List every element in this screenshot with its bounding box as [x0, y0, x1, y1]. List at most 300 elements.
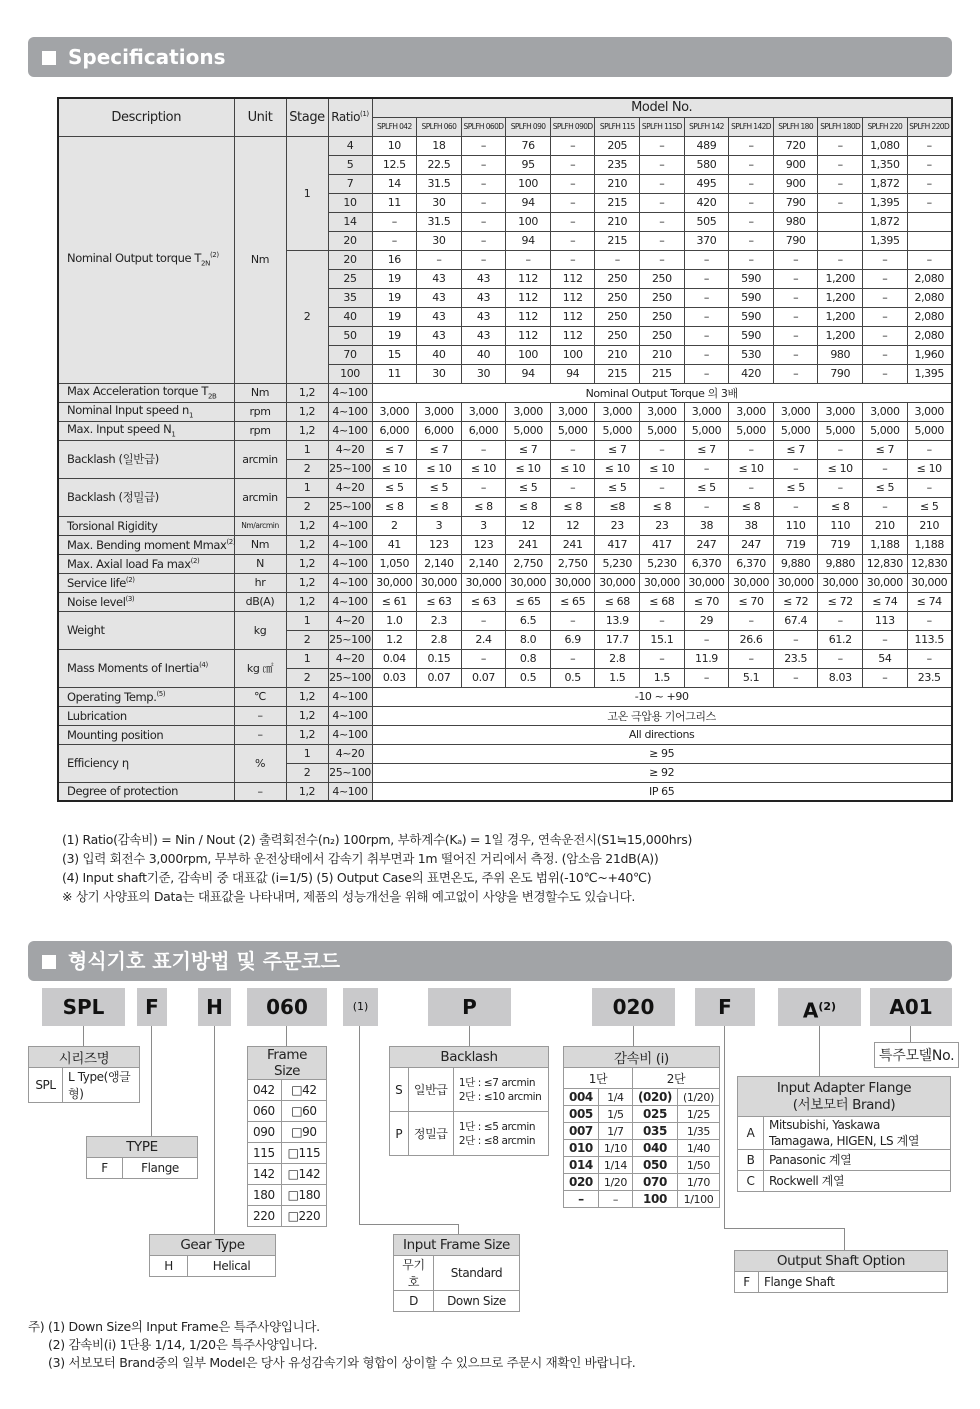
value-cell: 5,230: [640, 554, 685, 573]
table-row: [58, 649, 952, 668]
value-cell: 100: [506, 345, 551, 364]
value-cell: 0.03: [372, 668, 417, 687]
value-cell: –: [729, 193, 774, 212]
value-cell: 40: [461, 345, 506, 364]
value-cell: 0.04: [372, 649, 417, 668]
value-cell: –: [907, 193, 952, 212]
value-cell: 1,350: [863, 155, 908, 174]
param-label: [58, 706, 234, 725]
value-cell: –: [907, 440, 952, 459]
value-cell: –: [818, 649, 863, 668]
value-cell: 247: [729, 535, 774, 554]
value-cell: 3,000: [729, 402, 774, 421]
value-cell: 0.15: [417, 649, 462, 668]
footnotes: [28, 1318, 635, 1372]
section-title: 형식기호 표기방법 및 주문코드: [68, 949, 341, 973]
backlash-grade: 정밀급: [408, 1112, 453, 1156]
value-cell: –: [684, 459, 729, 478]
value-cell: 19: [372, 307, 417, 326]
value-cell: 241: [506, 535, 551, 554]
table-row: [58, 687, 952, 706]
frame-dim: □60: [281, 1101, 326, 1122]
value-cell: –: [729, 649, 774, 668]
value-cell: 30: [461, 364, 506, 383]
ratio-cell: 4~100: [328, 402, 372, 421]
value-cell: ≤ 10: [907, 459, 952, 478]
param-label-sub: 1: [188, 411, 194, 420]
output-shaft-title: Output Shaft Option: [735, 1251, 948, 1272]
ratio-cell: 4~20: [328, 744, 372, 763]
frame-dim: □115: [281, 1143, 326, 1164]
value-cell: 3,000: [907, 402, 952, 421]
value-cell: 2.4: [461, 630, 506, 649]
value-cell: 29: [684, 611, 729, 630]
value-cell: 980: [773, 212, 818, 231]
value-cell: –: [684, 497, 729, 516]
value-cell: 5,000: [550, 421, 595, 440]
param-label-text: Max. Axial load Fa max: [67, 556, 191, 571]
ratio-cell: 25~100: [328, 668, 372, 687]
unit-cell: –: [234, 782, 286, 801]
value-cell: –: [773, 326, 818, 345]
ratio-code: 070: [632, 1174, 677, 1191]
value-cell: –: [729, 212, 774, 231]
value-cell: 112: [550, 288, 595, 307]
value-cell: 5,000: [773, 421, 818, 440]
param-label-sub: 1: [171, 430, 176, 439]
value-cell: ≤ 68: [640, 592, 685, 611]
span-value-cell: Nominal Output Torque 의 3배: [372, 383, 952, 402]
connector: [844, 1228, 845, 1250]
value-cell: 210: [595, 212, 640, 231]
stage-cell: 1: [286, 440, 328, 459]
value-cell: –: [773, 250, 818, 269]
table-row: [58, 725, 952, 744]
ratio-cell: 4~100: [328, 706, 372, 725]
backlash-grade: 일반급: [408, 1068, 453, 1112]
adapter-sup: (2): [818, 1000, 837, 1013]
value-cell: ≤ 10: [550, 459, 595, 478]
value-cell: –: [640, 440, 685, 459]
table-row: [58, 516, 952, 535]
value-cell: 112: [506, 307, 551, 326]
value-cell: 43: [461, 307, 506, 326]
connector: [359, 1224, 459, 1225]
value-cell: –: [506, 250, 551, 269]
unit-cell: rpm: [234, 421, 286, 440]
value-cell: 30,000: [907, 573, 952, 592]
connector: [910, 1026, 911, 1042]
stage-cell: 1,2: [286, 421, 328, 440]
code-box-adapter: [778, 988, 861, 1026]
value-cell: 67.4: [773, 611, 818, 630]
connector: [286, 1026, 287, 1046]
value-cell: 110: [818, 516, 863, 535]
value-cell: 12: [550, 516, 595, 535]
header-row: [58, 98, 952, 117]
value-cell: ≤ 8: [550, 497, 595, 516]
value-cell: –: [550, 174, 595, 193]
value-cell: ≤ 7: [595, 440, 640, 459]
value-cell: 5,000: [863, 421, 908, 440]
square-bullet-icon: [42, 955, 56, 969]
param-label: [58, 383, 234, 402]
table-row: [248, 1185, 327, 1206]
ratio-cell: 25: [328, 269, 372, 288]
code-box-gear: H: [198, 988, 231, 1026]
frame-size-title: Frame Size: [248, 1047, 327, 1080]
value-cell: 30,000: [461, 573, 506, 592]
span-value-cell: -10 ~ +90: [372, 687, 952, 706]
value-cell: –: [907, 478, 952, 497]
note-line: (4) Input shaft기준, 감속비 중 대표값 (i=1/5) (5) Output Case의 표면온도, 주위 온도 범위(-10℃~+40℃): [62, 870, 652, 885]
param-label-sub: 2N: [201, 259, 210, 268]
param-label-text: Efficiency η: [67, 756, 129, 770]
value-cell: 3,000: [863, 402, 908, 421]
footnote-line: 주) (1) Down Size의 Input Frame은 특주사양입니다.: [28, 1319, 320, 1334]
value-cell: 5,000: [595, 421, 640, 440]
ratio-cell: 4~100: [328, 535, 372, 554]
value-cell: 43: [461, 288, 506, 307]
model-header: SPLFH 180: [773, 117, 818, 136]
param-label: [58, 535, 234, 554]
unit-cell: hr: [234, 573, 286, 592]
ratio-cell: 25~100: [328, 630, 372, 649]
connector: [458, 1224, 459, 1234]
ratio-code: 020: [564, 1174, 599, 1191]
value-cell: 0.07: [417, 668, 462, 687]
backlash-stage2: 2단 : ≤10 arcmin: [458, 1090, 542, 1103]
table-row: [564, 1106, 720, 1123]
value-cell: 30,000: [506, 573, 551, 592]
span-value-cell: IP 65: [372, 782, 952, 801]
value-cell: 112: [550, 307, 595, 326]
unit-cell: –: [234, 725, 286, 744]
table-row: [248, 1164, 327, 1185]
value-cell: 38: [729, 516, 774, 535]
value-cell: 43: [417, 288, 462, 307]
ratio-value: 1/40: [678, 1140, 720, 1157]
value-cell: –: [640, 193, 685, 212]
value-cell: –: [729, 440, 774, 459]
value-cell: 94: [506, 364, 551, 383]
adapter-brand-line: Tamagawa, HIGEN, LS 계열: [769, 1134, 920, 1148]
value-cell: ≤ 5: [907, 497, 952, 516]
code-box-frame: 060: [247, 988, 327, 1026]
value-cell: –: [640, 155, 685, 174]
value-cell: –: [684, 326, 729, 345]
model-header: SPLFH 142D: [729, 117, 774, 136]
stage-cell: 1,2: [286, 535, 328, 554]
value-cell: 495: [684, 174, 729, 193]
input-frame-code: 무기호: [394, 1256, 434, 1291]
value-cell: ≤ 63: [461, 592, 506, 611]
value-cell: 43: [461, 269, 506, 288]
series-desc: L Type(앵글형): [63, 1068, 140, 1103]
value-cell: 113: [863, 611, 908, 630]
value-cell: –: [550, 212, 595, 231]
value-cell: 23.5: [773, 649, 818, 668]
connector: [724, 1026, 725, 1228]
value-cell: 123: [461, 535, 506, 554]
value-cell: 100: [506, 174, 551, 193]
value-cell: –: [729, 155, 774, 174]
value-cell: –: [818, 440, 863, 459]
input-frame-title: Input Frame Size: [394, 1235, 520, 1256]
value-cell: 112: [506, 288, 551, 307]
ratio-value: 1/35: [678, 1123, 720, 1140]
table-row: [390, 1068, 549, 1112]
value-cell: 250: [640, 307, 685, 326]
ratio-cell: 4~20: [328, 478, 372, 497]
table-row: [394, 1291, 520, 1312]
value-cell: 94: [506, 231, 551, 250]
adapter-code: A: [802, 998, 819, 1023]
span-value-cell: All directions: [372, 725, 952, 744]
value-cell: 12.5: [372, 155, 417, 174]
value-cell: 250: [595, 269, 640, 288]
value-cell: –: [372, 212, 417, 231]
value-cell: 112: [550, 326, 595, 345]
value-cell: 94: [506, 193, 551, 212]
stage-cell: 1,2: [286, 554, 328, 573]
adapter-title-text: Input Adapter Flange: [776, 1079, 912, 1096]
value-cell: 1,050: [372, 554, 417, 573]
value-cell: –: [550, 193, 595, 212]
order-code-banner: [28, 941, 952, 981]
value-cell: 420: [684, 193, 729, 212]
ratio-cell: 10: [328, 193, 372, 212]
value-cell: 3,000: [461, 402, 506, 421]
value-cell: –: [729, 231, 774, 250]
value-cell: 2.8: [595, 649, 640, 668]
ratio-cell: 14: [328, 212, 372, 231]
adapter-code: C: [738, 1171, 764, 1192]
value-cell: –: [818, 155, 863, 174]
note-line: (3) 입력 회전수 3,000rpm, 무부하 운전상태에서 감속기 취부면과 1m 떨어진 거리에서 측정. (암소음 21dB(A)): [62, 851, 659, 866]
ratio-cell: 4~100: [328, 421, 372, 440]
unit-cell: arcmin: [234, 478, 286, 516]
value-cell: –: [863, 459, 908, 478]
value-cell: –: [863, 288, 908, 307]
ratio-header-text: Ratio: [331, 110, 361, 125]
value-cell: –: [729, 478, 774, 497]
value-cell: 900: [773, 174, 818, 193]
value-cell: ≤ 10: [461, 459, 506, 478]
span-value-cell: ≥ 95: [372, 744, 952, 763]
value-cell: 30,000: [640, 573, 685, 592]
value-cell: ≤ 8: [461, 497, 506, 516]
frame-code: 090: [248, 1122, 282, 1143]
table-row: [394, 1256, 520, 1291]
value-cell: –: [461, 478, 506, 497]
value-cell: 417: [595, 535, 640, 554]
value-cell: –: [818, 136, 863, 155]
value-cell: 3,000: [550, 402, 595, 421]
value-cell: –: [640, 478, 685, 497]
stage-cell: 1: [286, 611, 328, 630]
value-cell: 100: [506, 212, 551, 231]
frame-dim: □90: [281, 1122, 326, 1143]
value-cell: ≤ 5: [417, 478, 462, 497]
special-model-label: 특주모델No.: [874, 1042, 959, 1068]
value-cell: –: [773, 345, 818, 364]
table-row: [738, 1077, 951, 1117]
value-cell: –: [729, 174, 774, 193]
value-cell: 1.2: [372, 630, 417, 649]
model-header: SPLFH 060D: [461, 117, 506, 136]
value-cell: ≤ 61: [372, 592, 417, 611]
table-row: [394, 1235, 520, 1256]
backlash-stage1: 1단 : ≤5 arcmin: [458, 1120, 536, 1133]
stage-cell: 2: [286, 630, 328, 649]
ratio-value: 1/10: [598, 1140, 632, 1157]
footnote-line: (2) 감속비(i) 1단용 1/14, 1/20은 특주사양입니다.: [48, 1337, 318, 1352]
param-label-text: Max Acceleration torque T: [67, 384, 208, 399]
input-frame-desc: Standard: [434, 1256, 520, 1291]
value-cell: 30,000: [729, 573, 774, 592]
value-cell: –: [863, 497, 908, 516]
backlash-values: [453, 1112, 548, 1156]
value-cell: 123: [417, 535, 462, 554]
model-header: SPLFH 042: [372, 117, 417, 136]
value-cell: –: [461, 440, 506, 459]
value-cell: 2,750: [506, 554, 551, 573]
unit-cell: rpm: [234, 402, 286, 421]
param-label-text: Noise level: [67, 594, 126, 609]
value-cell: 2,080: [907, 307, 952, 326]
frame-dim: □180: [281, 1185, 326, 1206]
value-cell: 6.5: [506, 611, 551, 630]
value-cell: 1,872: [863, 174, 908, 193]
value-cell: 2,140: [417, 554, 462, 573]
value-cell: 1,395: [863, 231, 908, 250]
value-cell: 247: [684, 535, 729, 554]
param-label-text: Mounting position: [67, 727, 164, 742]
ratio-cell: 4~20: [328, 649, 372, 668]
param-label: [58, 687, 234, 706]
value-cell: 0.8: [506, 649, 551, 668]
unit-cell: %: [234, 744, 286, 782]
param-label-text: Operating Temp.: [67, 689, 157, 704]
table-row: [248, 1143, 327, 1164]
ratio-value: 1/70: [678, 1174, 720, 1191]
model-header: SPLFH 142: [684, 117, 729, 136]
value-cell: 5,000: [818, 421, 863, 440]
param-label-note: (2): [125, 575, 135, 584]
value-cell: 0.5: [506, 668, 551, 687]
value-cell: 11: [372, 364, 417, 383]
value-cell: –: [461, 174, 506, 193]
ratio-header: [328, 98, 372, 136]
ratio-code: 025: [632, 1106, 677, 1123]
value-cell: 1,200: [818, 288, 863, 307]
description-header: Description: [58, 98, 234, 136]
value-cell: 30,000: [550, 573, 595, 592]
model-header: SPLFH 090D: [550, 117, 595, 136]
input-frame-table: [393, 1234, 520, 1312]
value-cell: 530: [729, 345, 774, 364]
value-cell: 6,000: [372, 421, 417, 440]
value-cell: 6,370: [729, 554, 774, 573]
ratio-cell: 4~20: [328, 611, 372, 630]
series-title: 시리즈명: [29, 1047, 140, 1068]
value-cell: –: [863, 345, 908, 364]
value-cell: –: [461, 212, 506, 231]
value-cell: 790: [773, 193, 818, 212]
value-cell: 2,140: [461, 554, 506, 573]
ratio-value: 1/50: [678, 1157, 720, 1174]
value-cell: 30,000: [818, 573, 863, 592]
value-cell: –: [640, 250, 685, 269]
code-box-type: F: [137, 988, 167, 1026]
value-cell: ≤ 72: [818, 592, 863, 611]
value-cell: –: [863, 630, 908, 649]
value-cell: –: [907, 174, 952, 193]
value-cell: 43: [417, 269, 462, 288]
value-cell: –: [818, 174, 863, 193]
value-cell: –: [640, 611, 685, 630]
value-cell: 112: [550, 269, 595, 288]
value-cell: –: [773, 288, 818, 307]
value-cell: 1,200: [818, 307, 863, 326]
value-cell: 3,000: [818, 402, 863, 421]
value-cell: 30,000: [417, 573, 462, 592]
unit-cell: kg: [234, 611, 286, 649]
value-cell: 18: [417, 136, 462, 155]
value-cell: –: [773, 307, 818, 326]
table-row: [58, 136, 952, 155]
table-row: [564, 1157, 720, 1174]
adapter-brands: [764, 1171, 951, 1192]
ratio-value: 1/5: [598, 1106, 632, 1123]
ratio-cell: 4~100: [328, 592, 372, 611]
stage-cell: 1,2: [286, 687, 328, 706]
value-cell: 3,000: [640, 402, 685, 421]
value-cell: ≤ 74: [863, 592, 908, 611]
value-cell: 3: [417, 516, 462, 535]
value-cell: ≤ 7: [863, 440, 908, 459]
value-cell: 235: [595, 155, 640, 174]
value-cell: –: [729, 136, 774, 155]
value-cell: 420: [729, 364, 774, 383]
frame-code: 115: [248, 1143, 282, 1164]
table-row: [248, 1122, 327, 1143]
code-box-ratio: 020: [592, 988, 675, 1026]
frame-code: 142: [248, 1164, 282, 1185]
ratio-note: (1): [360, 110, 369, 119]
value-cell: 1,200: [818, 269, 863, 288]
value-cell: ≤ 5: [372, 478, 417, 497]
value-cell: –: [907, 649, 952, 668]
input-frame-desc: Down Size: [434, 1291, 520, 1312]
stage-cell: 1,2: [286, 592, 328, 611]
note-line: ※ 상기 사양표의 Data는 대표값을 나타내며, 제품의 성능개선을 위해 예고없이 사양을 변경할수도 있습니다.: [62, 889, 636, 904]
ratio-cell: 50: [328, 326, 372, 345]
value-cell: 250: [640, 288, 685, 307]
value-cell: 112: [506, 326, 551, 345]
ratio-code: (020): [632, 1089, 677, 1106]
param-label-note: (3): [125, 594, 135, 603]
ratio-code: 035: [632, 1123, 677, 1140]
ratio-stage1-header: 1단: [564, 1068, 633, 1089]
value-cell: 110: [773, 516, 818, 535]
ratio-value: 1/20: [598, 1174, 632, 1191]
table-row: [58, 478, 952, 497]
param-label: [58, 516, 234, 535]
value-cell: –: [684, 668, 729, 687]
value-cell: 11.9: [684, 649, 729, 668]
